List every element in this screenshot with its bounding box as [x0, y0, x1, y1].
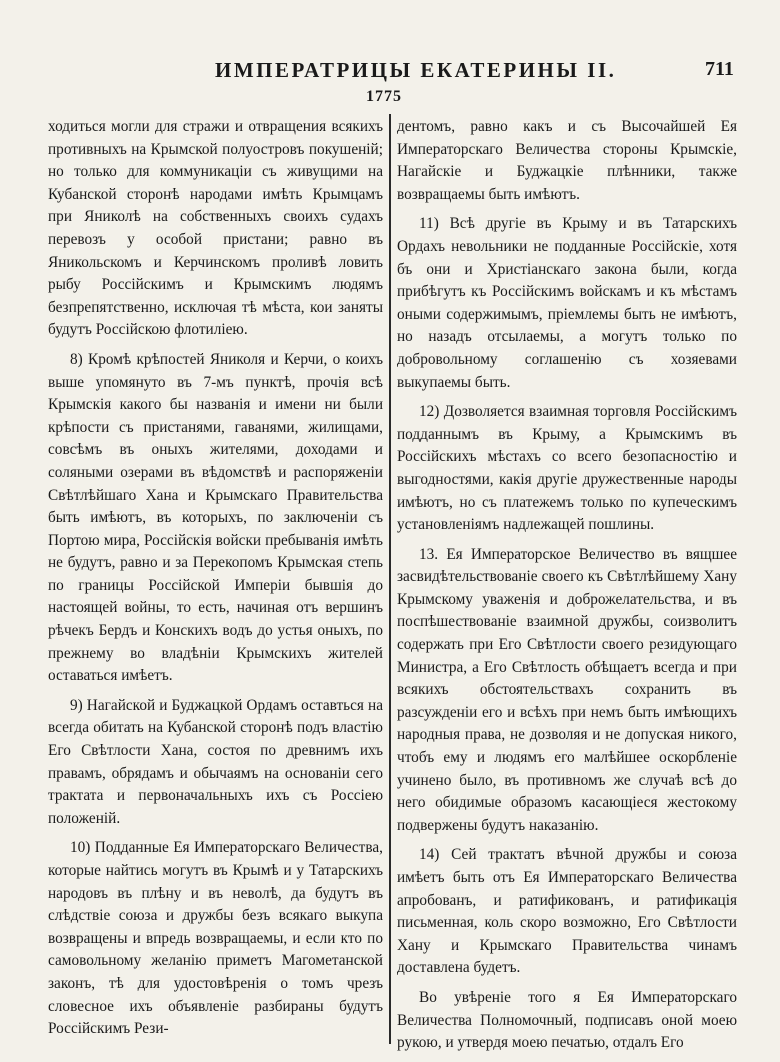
- paragraph-continuation: ходиться могли для стражи и отвращения всякихъ противныхъ на Крымской полуостровъ покушеній; но только для коммуникаціи съ живущими на Кубанской сторонѣ народами имѣть Крымцамъ при Яниколѣ на собственныхъ своихъ судахъ перевозъ у особой пристани; равно въ Яникольскомъ и Керчинскомъ проливѣ ловить рыбу Россійскимъ и Крымскимъ людямъ безпрепятственно, исключая тѣ мѣста, кои заняты будутъ Россійскою флотиліею.: [48, 118, 383, 339]
- paragraph-article-10: 10) Подданные Ея Императорскаго Величества, которые найтись могутъ въ Крымѣ и у Татарскихъ народовъ въ плѣну и въ неволѣ, да будутъ въ слѣдствіе союза и дружбы безъ всякаго выкупа возвращены и впредь возвращаемы, и если кто по самовольному желанію приметъ Магометанской законъ, тѣ для удостовѣренія о томъ чрезъ словесное ихъ объявленіе разбираны будутъ Россійскимъ Рези-: [48, 839, 383, 1038]
- year-heading: 1775: [366, 88, 402, 105]
- paragraph-article-13: 13. Ея Императорское Величество въ вящшее засвидѣтельствованіе своего къ Свѣтлѣйшему Хану Крымскому уваженія и доброжелательства, и въ поспѣшествованіе взаимной дружбы, соизволитъ содержать при Его Свѣтлости своего резидующаго Министра, а Его Свѣтлость обѣщаетъ всегда и при всякихъ обстоятельствахъ сохранить въ разсужденіи его и всѣхъ при немъ быть имѣющихъ народныя права, не дозволяя и не допуская никого, чтобъ ему и людямъ его малѣйшее оскорбленіе учинено было, въ противномъ же случаѣ всѣ до него обидимые образомъ касающіеся жестокому подвержены будутъ наказанію.: [397, 545, 737, 834]
- paragraph-article-12: 12) Дозволяется взаимная торговля Россійскимъ подданнымъ въ Крыму, а Крымскимъ въ Россійскихъ мѣстахъ со всего безопасностію и выгодностями, какія другіе дружественные народы имѣютъ, но съ платежемъ только по купеческимъ установленіямъ надлежащей пошлины.: [397, 403, 737, 534]
- left-column: [48, 116, 383, 1048]
- paragraph-article-8: 8) Кромѣ крѣпостей Яниколя и Керчи, о коихъ выше упомянуто въ 7-мъ пунктѣ, прочія всѣ Крымскія какого бы названія и имени ни были крѣпости съ пристанями, гаванями, жилищами, совсѣмъ въ оныхъ жителями, доходами и соляными озерами въ вѣдомствѣ и распоряженіи Свѣтлѣйшаго Хана и Крымскаго Правительства быть имѣютъ, въ которыхъ, по заключеніи съ Портою мира, Россійскія войски пребыванія имѣть не будутъ, равно и за Перекопомъ Крымская степь по границы Россійской Имперіи бывшія до настоящей войны, то есть, начиная отъ вершинъ рѣчекъ Бердъ и Конскихъ водъ до устья оныхъ, по прежнему во владѣніи Крымскихъ жителей оставаться имѣетъ.: [48, 350, 383, 685]
- right-column: [397, 116, 737, 1062]
- paragraph-continuation: дентомъ, равно какъ и съ Высочайшей Ея Императорскаго Величества стороны Крымскіе, Нагайскіе и Буджацкіе плѣнники, также возвращаемы быть имѣютъ.: [397, 118, 737, 203]
- column-divider: [389, 114, 391, 1044]
- running-head-title: ИМПЕРАТРИЦЫ ЕКАТЕРИНЫ II.: [215, 58, 617, 82]
- paragraph-article-14: 14) Сей трактатъ вѣчной дружбы и союза имѣетъ быть отъ Ея Императорскаго Величества апробованъ, и ратификованъ, и ратификація письменная, коль скоро возможно, Его Свѣтлости Хану и Крымскаго Правительства чинамъ доставлена будетъ.: [397, 846, 737, 977]
- paragraph-article-11: 11) Всѣ другіе въ Крыму и въ Татарскихъ Ордахъ невольники не подданные Россійскіе, хотя бъ они и Христіанскаго закона были, когда прибѣгутъ къ Россійскимъ войскамъ и къ мѣстамъ оными содержимымъ, пріемлемы быть не имѣютъ, но назадъ отсылаемы, а могутъ только по добровольному соглашенію съ хозяевами выкупаемы быть.: [397, 215, 737, 391]
- paragraph-article-9: 9) Нагайской и Буджацкой Ордамъ оставться на всегда обитать на Кубанской сторонѣ подъ властію Его Свѣтлости Хана, состоя по древнимъ ихъ правамъ, обрядамъ и обычаямъ на основаніи сего трактата и первоначальныхъ ихъ съ Россіею положеній.: [48, 696, 383, 827]
- paragraph-closing: Во увѣреніе того я Ея Императорскаго Величества Полномочный, подписавъ оной моею рукою, и утвердя моею печатью, отдалъ Его: [397, 988, 737, 1052]
- running-head: [0, 58, 780, 86]
- page-number: 711: [705, 58, 734, 80]
